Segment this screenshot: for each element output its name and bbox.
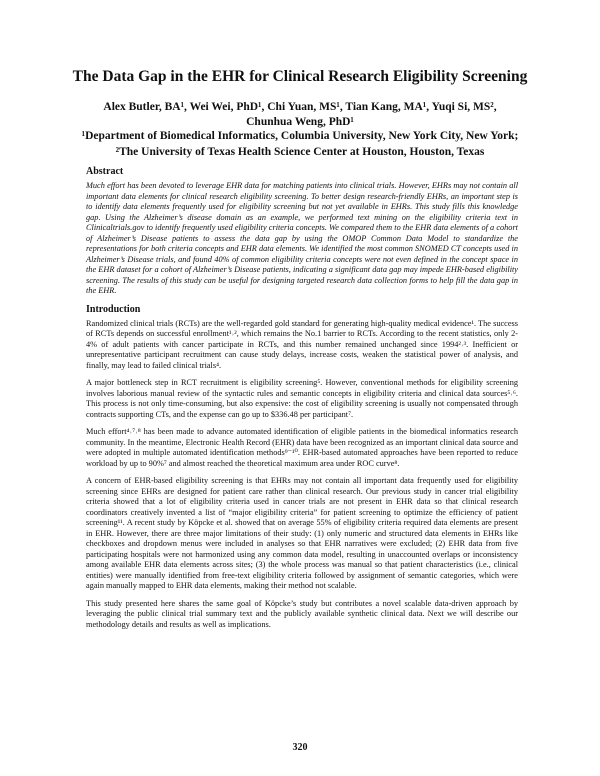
author-list <box>60 100 540 130</box>
intro-paragraph-2: A major bottleneck step in RCT recruitment is eligibility screening⁵. However, conventional methods for eligibility screening involves laborious manual review of the syntactic rules and semantic concepts in eligibility criteria and clinical data sources⁵˒⁶. This process is not only time-consuming, but also expensive: the cost of eligibility screening is usually not compensated through contracts supporting CTs, and the expense can go up to $336.48 per participant⁷. <box>86 378 518 419</box>
intro-paragraph-5: This study presented here shares the same goal of Köpcke’s study but contributes a novel scalable data-driven approach by leveraging the public clinical trial summary text and the publicly available synthetic clinical data. Next we will describe our methodology details and results as well as implications. <box>86 598 518 629</box>
affiliations <box>70 128 530 160</box>
paper-body <box>86 166 518 637</box>
introduction-heading: Introduction <box>86 303 141 315</box>
affiliation-line-2: ²The University of Texas Health Science Center at Houston, Houston, Texas <box>115 146 485 158</box>
author-line-1: Alex Butler, BA¹, Wei Wei, PhD¹, Chi Yuan, MS¹, Tian Kang, MA¹, Yuqi Si, MS², <box>103 101 497 113</box>
affiliation-line-1: ¹Department of Biomedical Informatics, Columbia University, New York City, New York; <box>81 130 519 142</box>
intro-paragraph-4: A concern of EHR-based eligibility screening is that EHRs may not contain all important data frequently used for eligibility screening since EHRs are designed for patient care rather than clinical research. Our previous study in cancer trial eligibility criteria showed that a lot of eligibility criteria used in cancer trials are not present in EHR data so that clinical research coordinators creatively invented a list of “major eligibility criteria” for patient screening to optimize the efficiency of patient screening¹¹. A recent study by Köpcke et al. showed that on average 55% of eligibility criteria required data elements are present in EHR. However, there are three major limitations of their study: (1) only numeric and structured data elements in EHRs like checkboxes and dropdown menus were included in analyses so that EHR narratives were excluded; (2) EHR data from five participating hospitals were not harmonized using any common data model, resulting in unaccounted overlaps or inconsistency among available EHR data elements across sites; (3) the whole process was manual so that patient characteristics (i.e., clinical entities) were manually identified from free-text eligibility criteria followed by assignment of semantic categories, which were again manually mapped to EHR data elements, making their method not scalable. <box>86 476 518 590</box>
abstract-heading: Abstract <box>86 166 124 177</box>
intro-paragraph-3: Much effort⁴˒⁷˒⁸ has been made to advance automated identification of eligible patients in the biomedical informatics research community. In the meantime, Electronic Health Record (EHR) data have been recognized as an important clinical data source and were adopted in multiple automated identification methods⁹⁻¹⁰. EHR-based automated approaches have been reported to reduce workload by up to 90%⁷ and almost reached the theoretical maximum area under ROC curve⁸. <box>86 427 518 468</box>
paper-title: The Data Gap in the EHR for Clinical Research Eligibility Screening <box>72 68 528 85</box>
page-number: 320 <box>292 742 308 753</box>
abstract-text: Much effort has been devoted to leverage EHR data for matching patients into clinical trials. However, EHRs may not contain all important data elements for clinical research eligibility screening. To better design research-friendly EHRs, an important step is to identify data elements frequently used for eligibility screening but not yet available in EHRs. This study fills this knowledge gap. Using the Alzheimer’s disease domain as an example, we performed text mining on the eligibility criteria text in Clinicaltrials.gov to identify frequently used eligibility criteria concepts. We compared them to the EHR data elements of a cohort of Alzheimer’s Disease patients to assess the data gap by using the OMOP Common Data Model to standardize the representations for both criteria concepts and EHR data elements. We identified the most common SNOMED CT concepts used in Alzheimer’s Disease trials, and found 40% of common eligibility criteria concepts were not even defined in the concept space in the EHR dataset for a cohort of Alzheimer’s Disease patients, indicating a significant data gap may impede EHR-based eligibility screening. The results of this study can be useful for designing targeted research data collection forms to help fill the data gap in the EHR. <box>86 181 518 295</box>
author-line-2: Chunhua Weng, PhD¹ <box>246 116 354 128</box>
intro-paragraph-1: Randomized clinical trials (RCTs) are the well-regarded gold standard for generating high-quality medical evidence¹. The success of RCTs depends on successful enrollment¹˒², which remains the No.1 barrier to RCTs. According to the recent statistics, only 2-4% of adult patients with cancer participate in RCTs, and this number remained unchanged since 1994²˒³. Inefficient or unrepresentative participant recruitment can cause study delays, increase costs, weaken the statistical power of analysis, and finally, may lead to failed clinical trials⁴. <box>86 318 518 370</box>
